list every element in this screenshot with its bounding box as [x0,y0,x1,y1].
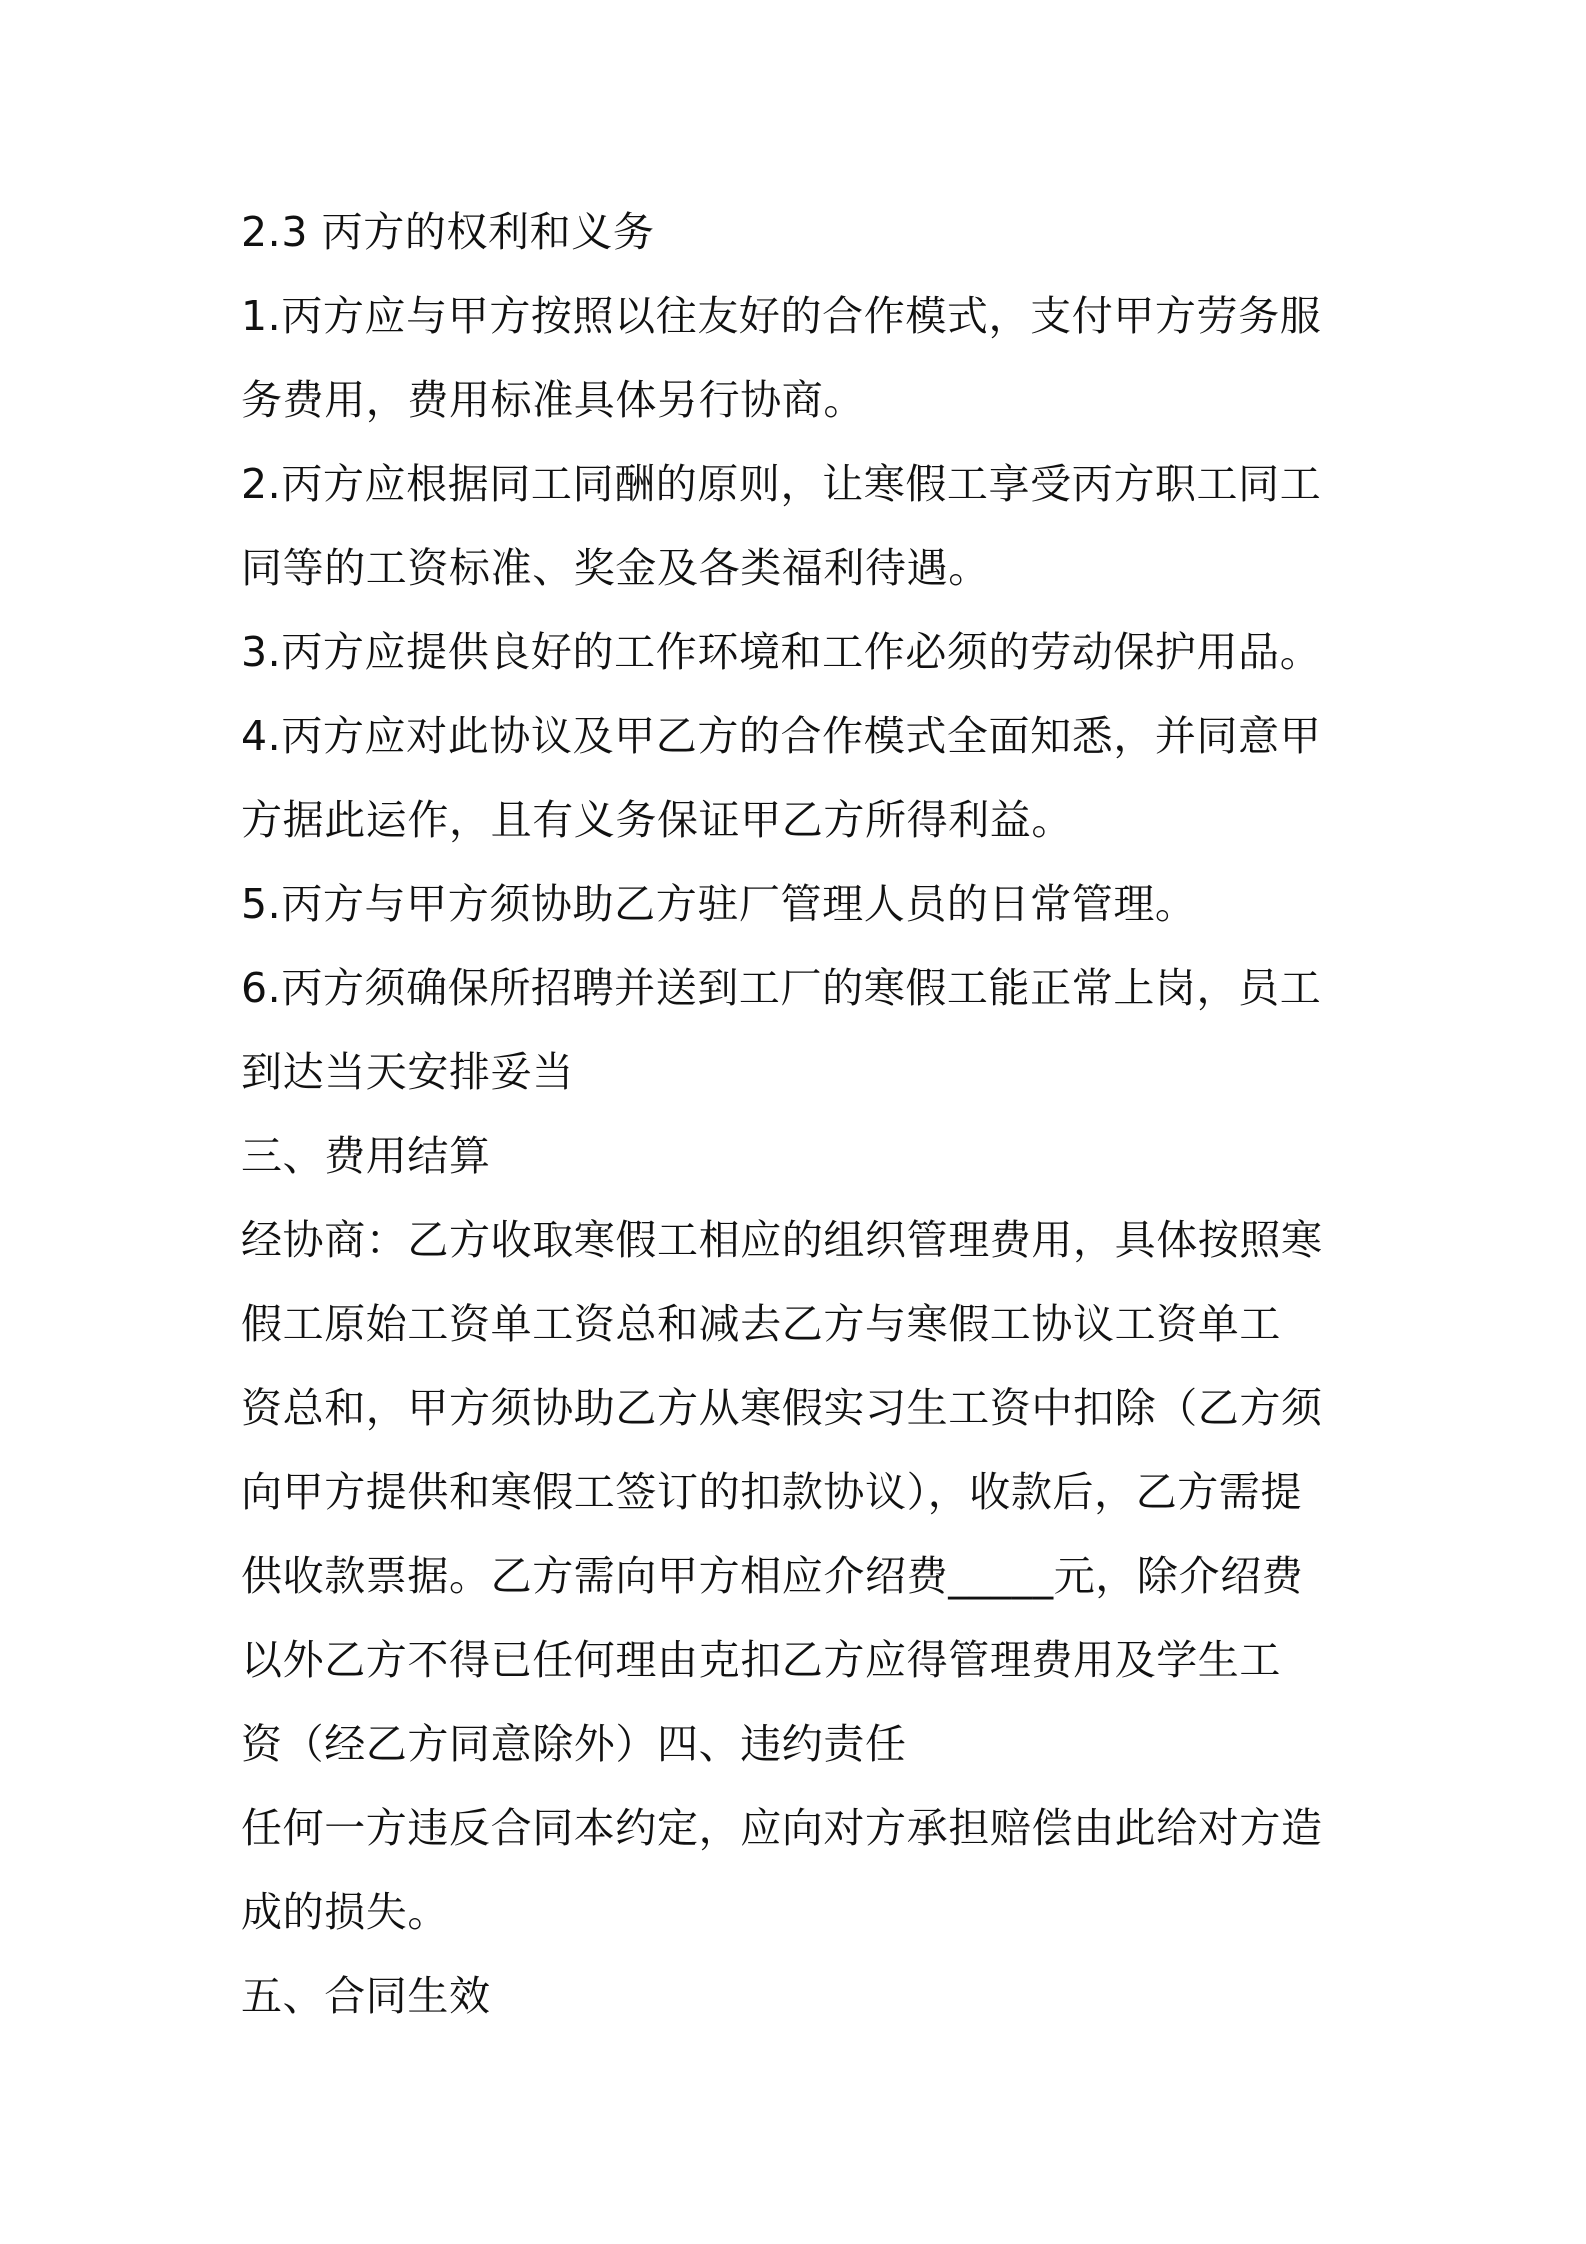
paragraph-line: 5.丙方与甲方须协助乙方驻厂管理人员的日常管理。 [241,880,1197,928]
paragraph-line: 务费用，费用标准具体另行协商。 [241,376,865,424]
paragraph-line: 2.丙方应根据同工同酬的原则，让寒假工享受丙方职工同工 [241,460,1322,508]
section-heading-fee-settlement: 三、费用结算 [241,1132,491,1180]
paragraph-line: 4.丙方应对此协议及甲乙方的合作模式全面知悉，并同意甲 [241,712,1322,760]
section-heading-contract-effect: 五、合同生效 [241,1972,491,2020]
paragraph-line: 资总和，甲方须协助乙方从寒假实习生工资中扣除（乙方须 [241,1384,1323,1432]
paragraph-line: 6.丙方须确保所招聘并送到工厂的寒假工能正常上岗，员工 [241,964,1322,1012]
paragraph-line: 1.丙方应与甲方按照以往友好的合作模式，支付甲方劳务服 [241,292,1322,340]
paragraph-line: 供收款票据。乙方需向甲方相应介绍费_____元，除介绍费 [241,1552,1304,1600]
paragraph-line: 3.丙方应提供良好的工作环境和工作必须的劳动保护用品。 [241,628,1322,676]
paragraph-line: 任何一方违反合同本约定，应向对方承担赔偿由此给对方造 [241,1804,1323,1852]
paragraph-line: 到达当天安排妥当 [241,1048,574,1096]
paragraph-line: 向甲方提供和寒假工签订的扣款协议），收款后，乙方需提 [241,1468,1303,1516]
paragraph-line: 经协商：乙方收取寒假工相应的组织管理费用，具体按照寒 [241,1216,1323,1264]
paragraph-line: 假工原始工资单工资总和减去乙方与寒假工协议工资单工 [241,1300,1281,1348]
paragraph-line: 方据此运作，且有义务保证甲乙方所得利益。 [241,796,1073,844]
paragraph-line: 成的损失。 [241,1888,449,1936]
paragraph-line: 资（经乙方同意除外）四、违约责任 [241,1720,907,1768]
paragraph-line: 同等的工资标准、奖金及各类福利待遇。 [241,544,990,592]
document-body [241,190,1361,2038]
section-heading-2-3: 2.3 丙方的权利和义务 [241,208,655,256]
paragraph-line: 以外乙方不得已任何理由克扣乙方应得管理费用及学生工 [241,1636,1281,1684]
